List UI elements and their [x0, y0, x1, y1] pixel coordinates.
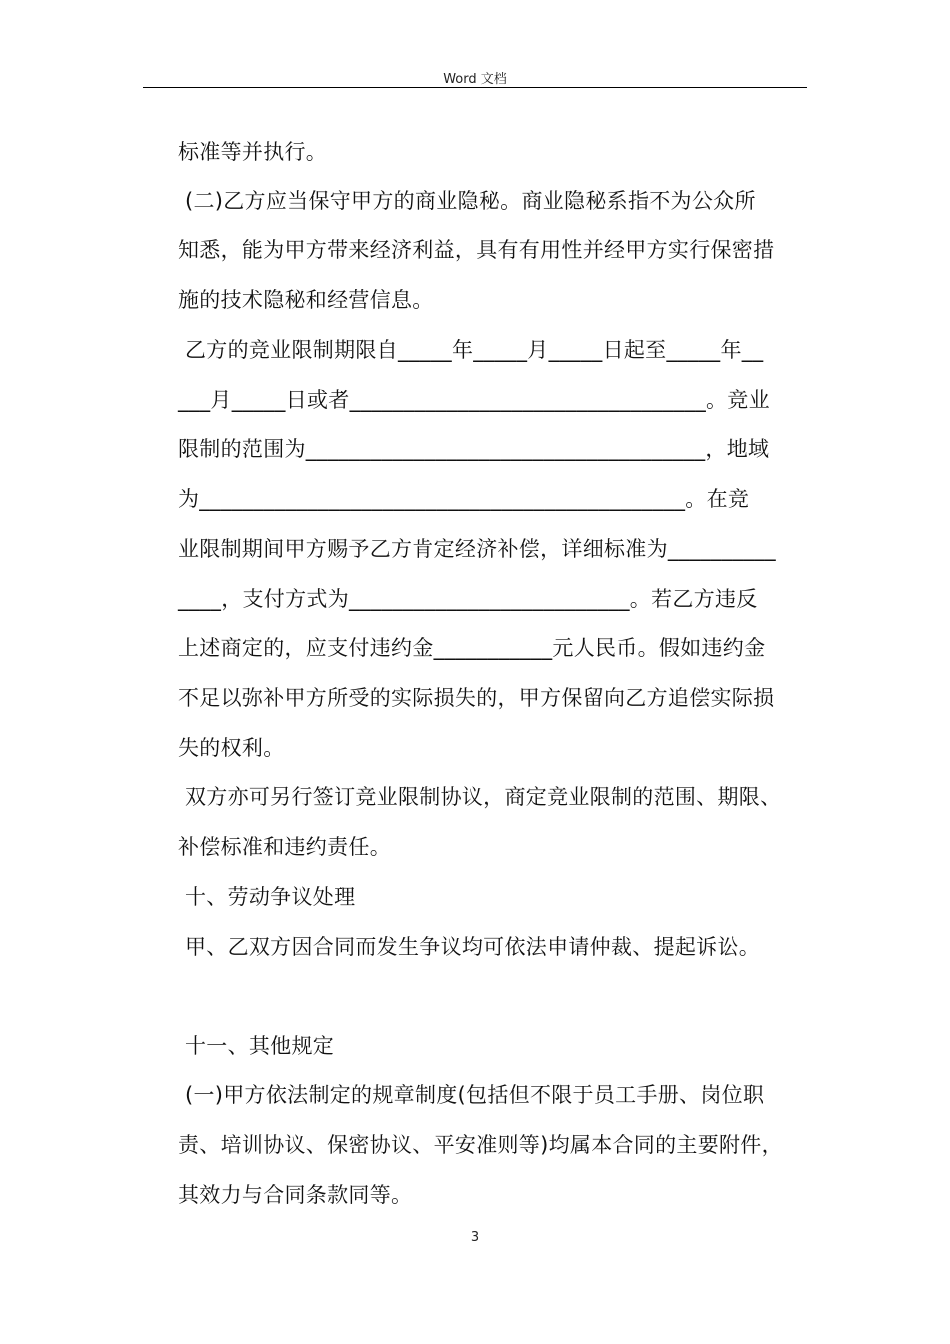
- body-line: 失的权利。: [178, 736, 285, 760]
- body-line: 业限制期间甲方赐予乙方肯定经济补偿，详细标准为__________: [178, 537, 776, 561]
- section-heading: 十一、其他规定: [178, 1034, 335, 1058]
- header-title: Word 文档: [443, 72, 507, 87]
- body-line: 其效力与合同条款同等。: [178, 1183, 413, 1207]
- body-line: ____，支付方式为__________________________。若乙方违反: [178, 587, 758, 611]
- body-line: (二)乙方应当保守甲方的商业隐秘。商业隐秘系指不为公众所: [178, 189, 756, 213]
- body-line: 双方亦可另行签订竞业限制协议，商定竞业限制的范围、期限、: [178, 785, 782, 809]
- body-line: 责、培训协议、保密协议、平安准则等)均属本合同的主要附件，: [178, 1133, 783, 1157]
- body-line: 甲、乙双方因合同而发生争议均可依法申请仲裁、提起诉讼。: [178, 935, 761, 959]
- body-line: 限制的范围为_____________________________________，地域: [178, 437, 770, 461]
- body-line: 补偿标准和违约责任。: [178, 835, 391, 859]
- body-line: 施的技术隐秘和经营信息。: [178, 288, 434, 312]
- body-line: 上述商定的，应支付违约金___________元人民币。假如违约金: [178, 636, 766, 660]
- body-line: (一)甲方依法制定的规章制度(包括但不限于员工手册、岗位职: [178, 1083, 765, 1107]
- body-line: 乙方的竞业限制期限自_____年_____月_____日起至_____年__: [178, 338, 764, 362]
- body-line: 标准等并执行。: [178, 140, 328, 164]
- body-line: 不足以弥补甲方所受的实际损失的，甲方保留向乙方追偿实际损: [178, 686, 775, 710]
- page-number: 3: [470, 1230, 480, 1245]
- header-divider: [143, 87, 807, 88]
- section-heading: 十、劳动争议处理: [178, 885, 356, 909]
- body-line: 知悉，能为甲方带来经济利益，具有有用性并经甲方实行保密措: [178, 238, 775, 262]
- body-line: ___月_____日或者_________________________________。竞业: [178, 388, 770, 412]
- body-line: 为_____________________________________________。在竞: [178, 487, 750, 511]
